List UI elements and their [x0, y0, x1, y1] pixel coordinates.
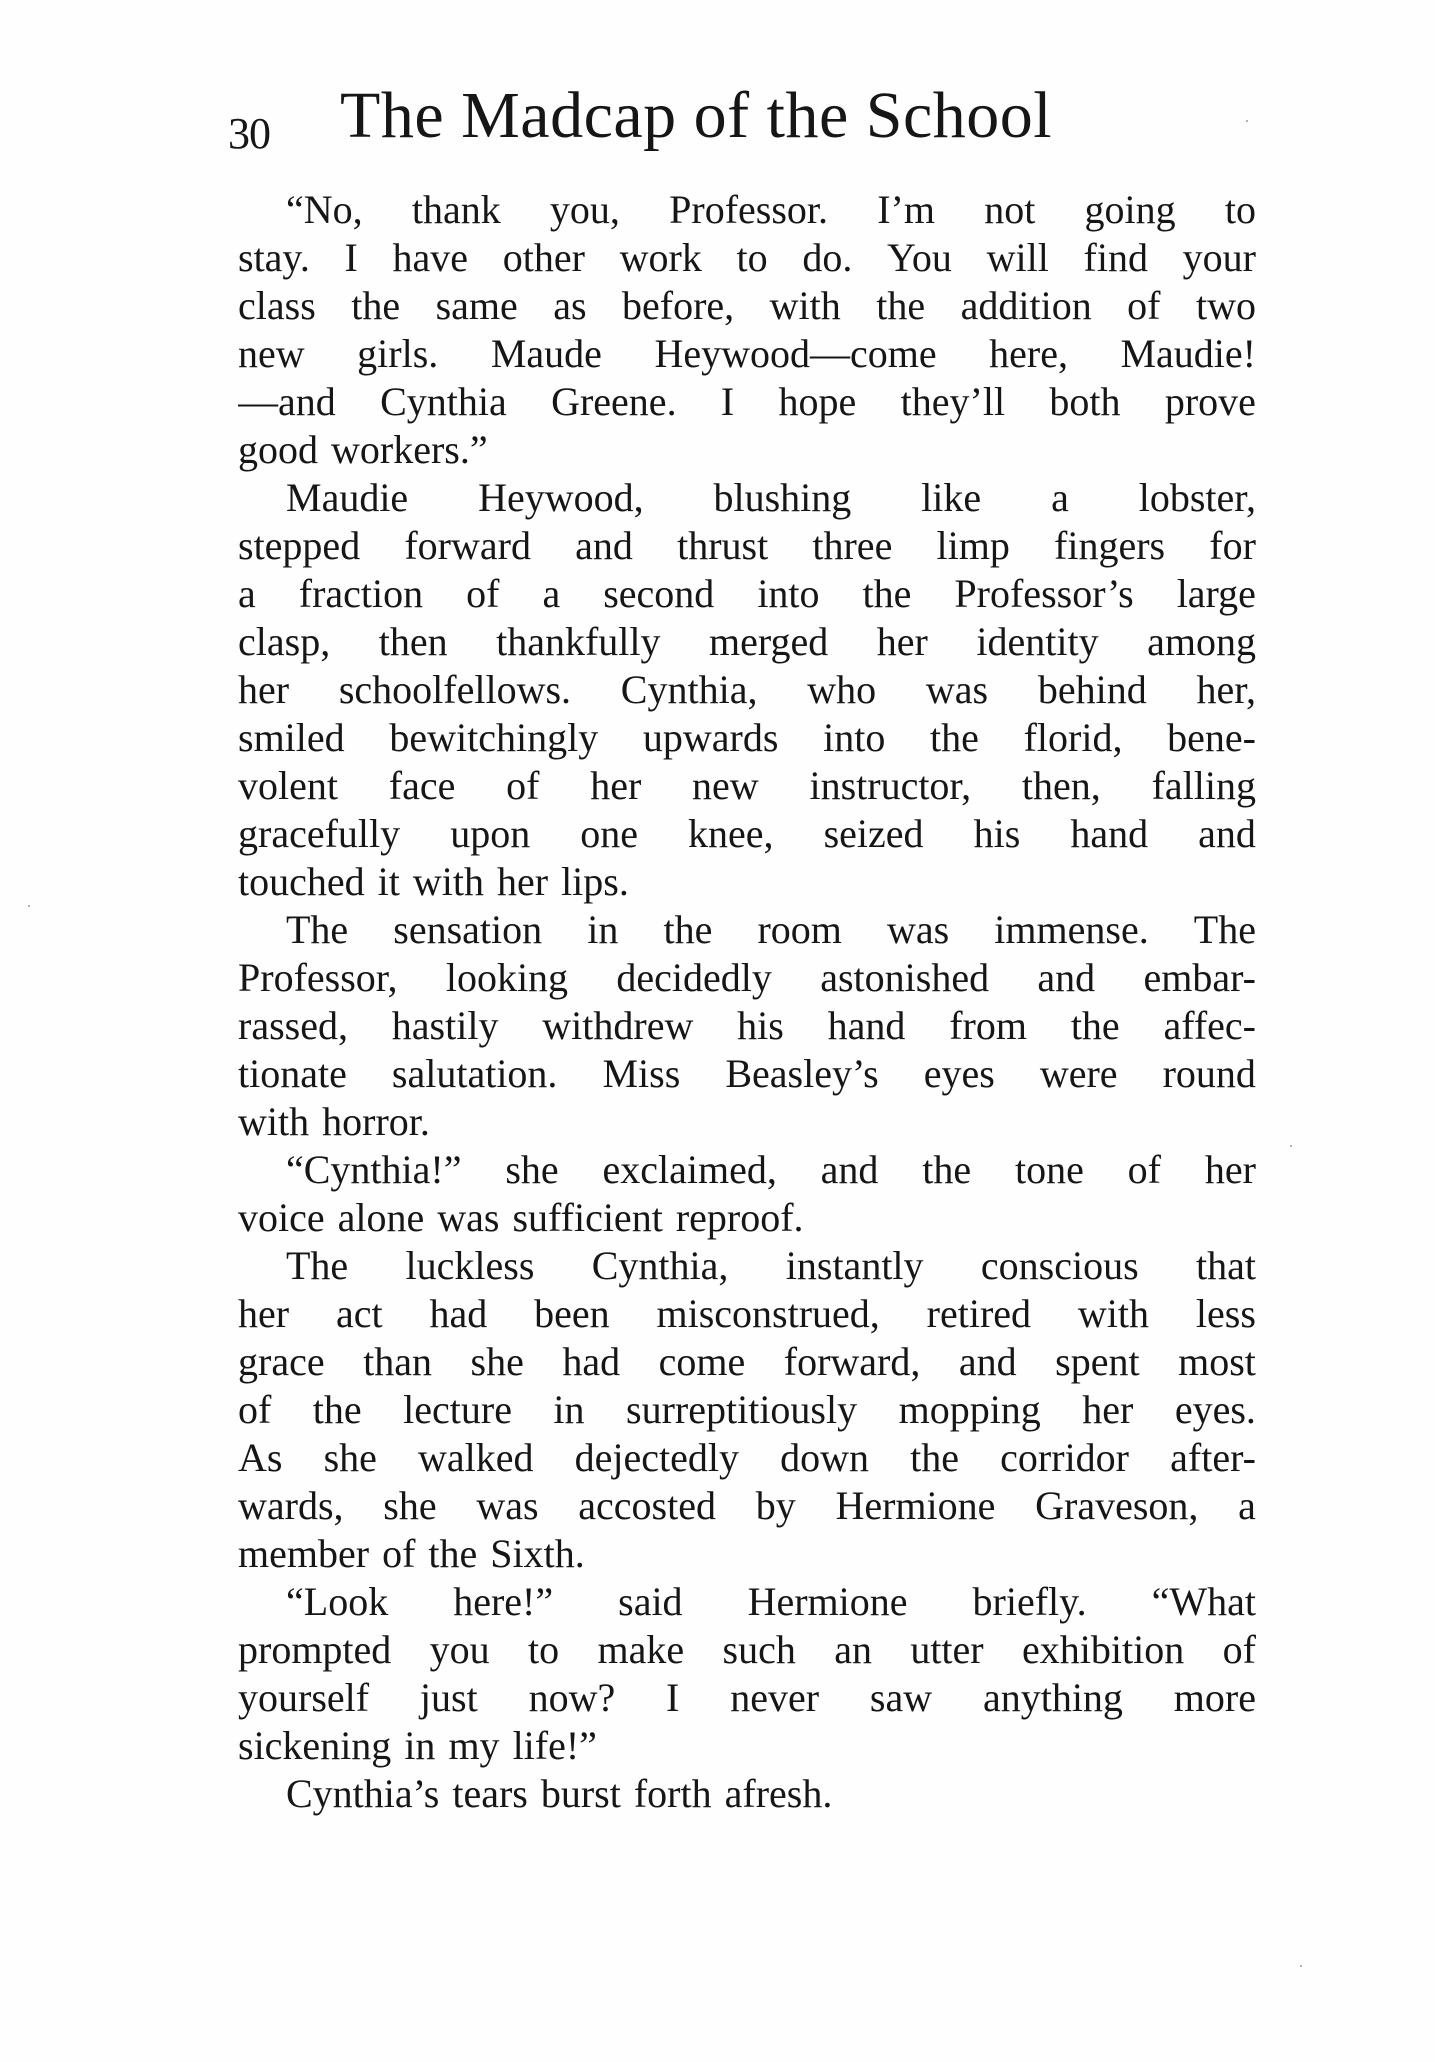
paper-speck: [28, 905, 30, 907]
text-line: rassed, hastily withdrew his hand from the affec-: [238, 1003, 1256, 1048]
running-title: The Madcap of the School: [340, 79, 1053, 152]
text-line: prompted you to make such an utter exhibition of: [238, 1627, 1256, 1672]
text-line: smiled bewitchingly upwards into the florid, bene-: [238, 715, 1256, 760]
paper-speck: [1290, 1145, 1292, 1147]
text-line: stepped forward and thrust three limp fingers for: [238, 523, 1256, 568]
text-line: tionate salutation. Miss Beasley’s eyes were round: [238, 1051, 1256, 1096]
page-header: [228, 78, 1258, 168]
text-line: Professor, looking decidedly astonished and embar-: [238, 955, 1256, 1000]
text-line: member of the Sixth.: [238, 1531, 585, 1576]
text-line: gracefully upon one knee, seized his hand and: [238, 811, 1256, 856]
text-line: Cynthia’s tears burst forth afresh.: [286, 1771, 833, 1816]
body-text: [238, 186, 1256, 1818]
text-line: grace than she had come forward, and spent most: [238, 1339, 1256, 1384]
text-line: a fraction of a second into the Professor’s large: [238, 571, 1256, 616]
text-line: with horror.: [238, 1099, 430, 1144]
text-line: The sensation in the room was immense. The: [286, 907, 1256, 952]
text-line: —and Cynthia Greene. I hope they’ll both prove: [238, 379, 1256, 424]
text-line: class the same as before, with the addition of two: [238, 283, 1256, 328]
text-line: As she walked dejectedly down the corridor after-: [238, 1435, 1256, 1480]
text-line: clasp, then thankfully merged her identity among: [238, 619, 1256, 664]
text-line: volent face of her new instructor, then, falling: [238, 763, 1256, 808]
text-line: touched it with her lips.: [238, 859, 629, 904]
text-line: “Look here!” said Hermione briefly. “What: [286, 1579, 1256, 1624]
text-line: sickening in my life!”: [238, 1723, 597, 1768]
text-line: voice alone was sufficient reproof.: [238, 1195, 804, 1240]
text-line: “Cynthia!” she exclaimed, and the tone of her: [286, 1147, 1256, 1192]
text-line: of the lecture in surreptitiously mopping her eyes.: [238, 1387, 1256, 1432]
text-line: new girls. Maude Heywood—come here, Maudie!: [238, 331, 1256, 376]
text-line: her act had been misconstrued, retired with less: [238, 1291, 1256, 1336]
paper-speck: [1246, 120, 1248, 122]
text-line: her schoolfellows. Cynthia, who was behind her,: [238, 667, 1256, 712]
text-line: stay. I have other work to do. You will find your: [238, 235, 1256, 280]
page-number: 30: [228, 109, 270, 158]
text-line: Maudie Heywood, blushing like a lobster,: [286, 475, 1256, 520]
text-line: “No, thank you, Professor. I’m not going to: [286, 187, 1256, 232]
text-line: good workers.”: [238, 427, 488, 472]
paper-speck: [1300, 1965, 1302, 1967]
text-line: wards, she was accosted by Hermione Graveson, a: [238, 1483, 1256, 1528]
text-line: yourself just now? I never saw anything more: [238, 1675, 1256, 1720]
text-line: The luckless Cynthia, instantly conscious that: [286, 1243, 1256, 1288]
